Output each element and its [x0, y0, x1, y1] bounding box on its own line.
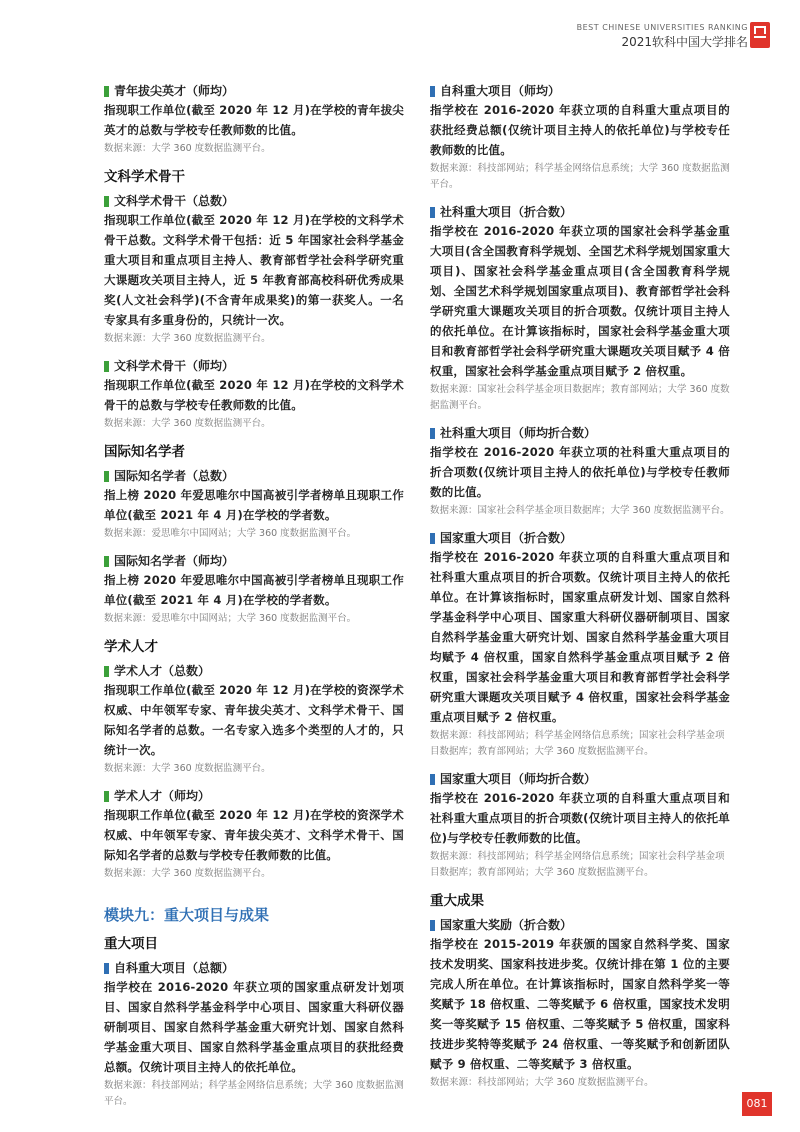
- data-source: 数据来源：科技部网站；科学基金网络信息系统；国家社会科学基金项目数据库；教育部网站；大学 360 度数据监测平台。: [430, 851, 725, 878]
- data-source: 数据来源：国家社会科学基金项目数据库；大学 360 度数据监测平台。: [430, 505, 730, 516]
- indicator-item: [430, 529, 730, 760]
- data-source: 数据来源：科技部网站；科学基金网络信息系统；国家社会科学基金项目数据库；教育部网站；大学 360 度数据监测平台。: [430, 730, 725, 757]
- indicator-item: [104, 959, 404, 1110]
- blue-bar-icon: [430, 533, 435, 544]
- section-heading: 重大项目: [104, 936, 158, 952]
- green-bar-icon: [104, 791, 109, 802]
- blue-bar-icon: [430, 774, 435, 785]
- indicator-item: [104, 552, 404, 627]
- indicator-item: [104, 357, 404, 432]
- ranking-logo-icon: [750, 22, 770, 48]
- data-source: 数据来源：大学 360 度数据监测平台。: [104, 763, 271, 774]
- green-bar-icon: [104, 361, 109, 372]
- indicator-description: 指现职工作单位(截至 2020 年 12 月)在学校的文科学术骨干的总数与学校专任教师数的比值。: [104, 378, 404, 412]
- indicator-description: 指学校在 2016-2020 年获立项的自科重大重点项目和社科重大重点项目的折合项数。仅统计项目主持人的依托单位。在计算该指标时，国家重点研发计划、国家自然科学基金科学中心项目、国家重大科研仪器研制项目、国家自然科学基金重大研究计划、国家自然科学基金重大项目均赋予 4 倍权重，国家自然科学基金重点项目赋予 2 倍权重，国家社会科学基金重大项目和教育部哲学社会科学研究重大课题攻关项目赋予 4 倍权重，国家社会科学基金重点项目赋予 2 倍权重。: [430, 550, 730, 724]
- green-bar-icon: [104, 666, 109, 677]
- data-source: 数据来源：大学 360 度数据监测平台。: [104, 143, 271, 154]
- data-source: 数据来源：科技部网站；大学 360 度数据监测平台。: [430, 1077, 654, 1088]
- indicator-title: 文科学术骨干（师均）: [104, 357, 404, 375]
- green-bar-icon: [104, 196, 109, 207]
- indicator-item: [430, 770, 730, 881]
- green-bar-icon: [104, 471, 109, 482]
- module-heading: 模块九：重大项目与成果: [104, 906, 270, 924]
- blue-bar-icon: [104, 963, 109, 974]
- indicator-item: [104, 467, 404, 542]
- green-bar-icon: [104, 556, 109, 567]
- green-bar-icon: [104, 86, 109, 97]
- section-heading: 重大成果: [430, 893, 484, 909]
- indicator-title: 国际知名学者（总数）: [104, 467, 404, 485]
- indicator-description: 指学校在 2016-2020 年获立项的自科重大重点项目和社科重大重点项目的折合项数(仅统计项目主持人的依托单位)与学校专任教师数的比值。: [430, 791, 730, 845]
- page-header: [577, 22, 748, 50]
- right-column: [430, 82, 730, 1101]
- indicator-title: 国家重大项目（师均折合数）: [430, 770, 730, 788]
- indicator-item: [104, 82, 404, 157]
- indicator-description: 指上榜 2020 年爱思唯尔中国高被引学者榜单且现职工作单位(截至 2021 年 4 月)在学校的学者数。: [104, 573, 404, 607]
- indicator-title: 国际知名学者（师均）: [104, 552, 404, 570]
- indicator-description: 指现职工作单位(截至 2020 年 12 月)在学校的文科学术骨干总数。文科学术骨干包括：近 5 年国家社会科学基金重大项目和重点项目主持人、教育部哲学社会科学研究重大课题攻关项目主持人，近 5 年教育部高校科研优秀成果奖(人文社会科学)(不含青年成果奖)的第一获奖人。一名专家具有多重身份的，只统计一次。: [104, 213, 404, 327]
- indicator-item: [430, 82, 730, 193]
- page-number: 081: [742, 1092, 772, 1116]
- indicator-item: [104, 787, 404, 882]
- indicator-description: 指现职工作单位(截至 2020 年 12 月)在学校的青年拔尖英才的总数与学校专任教师数的比值。: [104, 103, 404, 137]
- data-source: 数据来源：科技部网站；科学基金网络信息系统；大学 360 度数据监测平台。: [104, 1080, 404, 1107]
- blue-bar-icon: [430, 207, 435, 218]
- indicator-description: 指学校在 2016-2020 年获立项的社科重大重点项目的折合项数(仅统计项目主持人的依托单位)与学校专任教师数的比值。: [430, 445, 730, 499]
- indicator-title: 社科重大项目（折合数）: [430, 203, 730, 221]
- indicator-description: 指学校在 2015-2019 年获颁的国家自然科学奖、国家技术发明奖、国家科技进步奖。仅统计排在第 1 位的主要完成人所在单位。在计算该指标时，国家自然科学奖一等奖赋予 18 倍权重、二等奖赋予 6 倍权重，国家技术发明奖一等奖赋予 15 倍权重、二等奖赋予 5 倍权重，国家科技进步奖特等奖赋予 24 倍权重、一等奖赋予和创新团队赋予 9 倍权重、二等奖赋予 3 倍权重。: [430, 937, 730, 1071]
- data-source: 数据来源：大学 360 度数据监测平台。: [104, 333, 271, 344]
- data-source: 数据来源：爱思唯尔中国网站；大学 360 度数据监测平台。: [104, 613, 357, 624]
- data-source: 数据来源：国家社会科学基金项目数据库；教育部网站；大学 360 度数据监测平台。: [430, 384, 730, 411]
- indicator-item: [430, 203, 730, 414]
- indicator-item: [104, 662, 404, 777]
- header-chinese-title: 2021软科中国大学排名: [621, 35, 748, 49]
- indicator-title: 自科重大项目（师均）: [430, 82, 730, 100]
- section-heading: 学术人才: [104, 639, 158, 655]
- indicator-description: 指学校在 2016-2020 年获立项的国家社会科学基金重大项目(含全国教育科学规划、全国艺术科学规划国家重大项目)、国家社会科学基金重点项目(含全国教育科学规划、全国艺术科学规划国家重点项目)、教育部哲学社会科学研究重大课题攻关项目的折合项数。仅统计项目主持人的依托单位。在计算该指标时，国家社会科学基金重大项目和教育部哲学社会科学研究重大课题攻关项目赋予 4 倍权重，国家社会科学基金重点项目赋予 2 倍权重。: [430, 224, 730, 378]
- indicator-title: 国家重大项目（折合数）: [430, 529, 730, 547]
- blue-bar-icon: [430, 920, 435, 931]
- indicator-title: 国家重大奖励（折合数）: [430, 916, 730, 934]
- section-heading: 国际知名学者: [104, 444, 185, 460]
- data-source: 数据来源：大学 360 度数据监测平台。: [104, 868, 271, 879]
- indicator-title: 学术人才（总数）: [104, 662, 404, 680]
- indicator-title: 学术人才（师均）: [104, 787, 404, 805]
- indicator-item: [104, 192, 404, 347]
- indicator-description: 指学校在 2016-2020 年获立项的国家重点研发计划项目、国家自然科学基金科学中心项目、国家重大科研仪器研制项目、国家自然科学基金重大研究计划、国家自然科学基金重大项目、国家自然科学基金重点项目的获批经费总额。仅统计项目主持人的依托单位。: [104, 980, 404, 1074]
- indicator-description: 指现职工作单位(截至 2020 年 12 月)在学校的资深学术权威、中年领军专家、青年拔尖英才、文科学术骨干、国际知名学者的总数与学校专任教师数的比值。: [104, 808, 404, 862]
- header-english-title: BEST CHINESE UNIVERSITIES RANKING: [576, 23, 748, 32]
- indicator-title: 社科重大项目（师均折合数）: [430, 424, 730, 442]
- indicator-item: [430, 424, 730, 519]
- indicator-title: 文科学术骨干（总数）: [104, 192, 404, 210]
- data-source: 数据来源：科技部网站；科学基金网络信息系统；大学 360 度数据监测平台。: [430, 163, 730, 190]
- blue-bar-icon: [430, 86, 435, 97]
- blue-bar-icon: [430, 428, 435, 439]
- data-source: 数据来源：大学 360 度数据监测平台。: [104, 418, 271, 429]
- indicator-title: 青年拔尖英才（师均）: [104, 82, 404, 100]
- indicator-title: 自科重大项目（总额）: [104, 959, 404, 977]
- indicator-description: 指学校在 2016-2020 年获立项的自科重大重点项目的获批经费总额(仅统计项目主持人的依托单位)与学校专任教师数的比值。: [430, 103, 730, 157]
- left-column: [104, 82, 404, 1120]
- data-source: 数据来源：爱思唯尔中国网站；大学 360 度数据监测平台。: [104, 528, 357, 539]
- indicator-description: 指上榜 2020 年爱思唯尔中国高被引学者榜单且现职工作单位(截至 2021 年 4 月)在学校的学者数。: [104, 488, 404, 522]
- indicator-description: 指现职工作单位(截至 2020 年 12 月)在学校的资深学术权威、中年领军专家、青年拔尖英才、文科学术骨干、国际知名学者的总数。一名专家入选多个类型的人才的，只统计一次。: [104, 683, 404, 757]
- indicator-item: [430, 916, 730, 1091]
- section-heading: 文科学术骨干: [104, 169, 185, 185]
